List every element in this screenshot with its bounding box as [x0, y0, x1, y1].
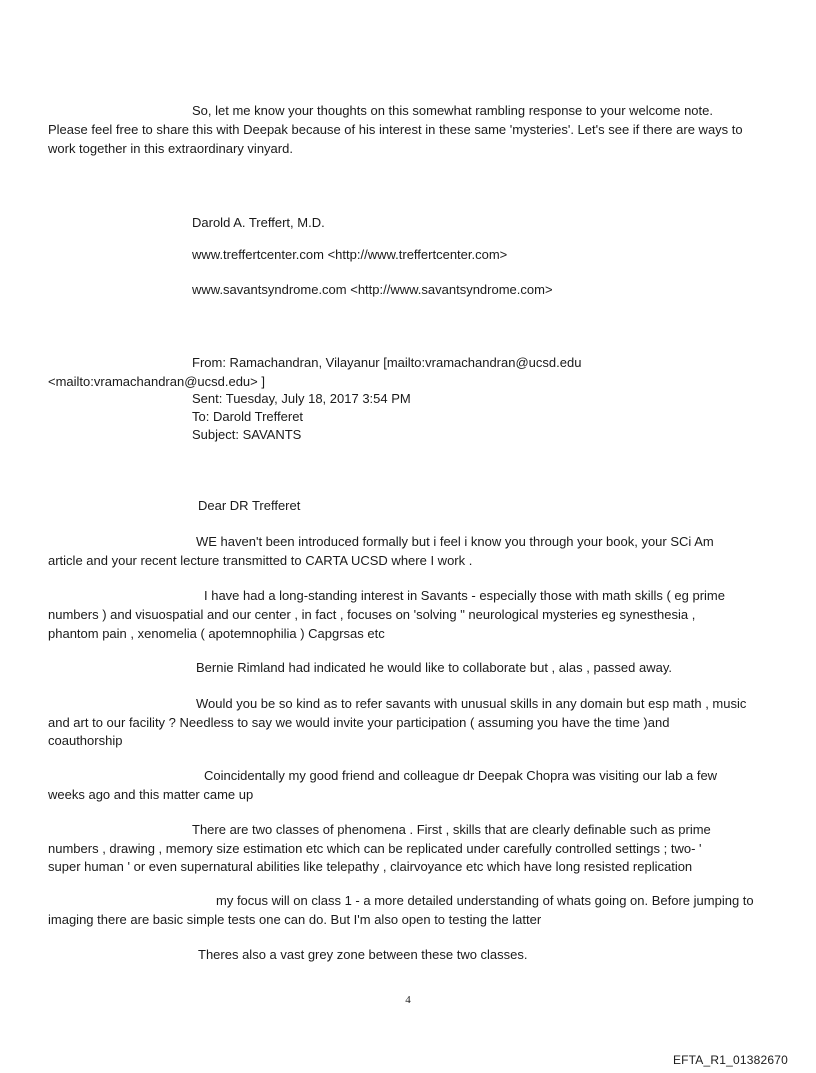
- signature-website-1: www.treffertcenter.com <http://www.treffertcenter.com>: [192, 247, 508, 262]
- header-subject: Subject: SAVANTS: [192, 427, 302, 442]
- para-7-line-2: imaging there are basic simple tests one can do. But I'm also open to testing the latter: [48, 912, 542, 927]
- closing-line-3: work together in this extraordinary vinyard.: [48, 141, 293, 156]
- para-5-line-2: weeks ago and this matter came up: [48, 787, 254, 802]
- para-4-line-3: coauthorship: [48, 733, 123, 748]
- para-1-line-1: WE haven't been introduced formally but i feel i know you through your book, your SCi Am: [196, 534, 714, 549]
- para-6-line-2: numbers , drawing , memory size estimation etc which can be replicated under carefully controlled settings ; two- ': [48, 841, 702, 856]
- page-number: 4: [405, 994, 411, 1006]
- para-4-line-2: and art to our facility ? Needless to say we would invite your participation ( assuming you have the time )and: [48, 715, 670, 730]
- para-5-line-1: Coincidentally my good friend and colleague dr Deepak Chopra was visiting our lab a few: [204, 768, 718, 783]
- header-sent: Sent: Tuesday, July 18, 2017 3:54 PM: [192, 391, 411, 406]
- para-6-line-1: There are two classes of phenomena . First , skills that are clearly definable such as prime: [192, 822, 711, 837]
- para-6-line-3: super human ' or even supernatural abilities like telepathy , clairvoyance etc which have long resisted replication: [48, 859, 693, 874]
- closing-line-1: So, let me know your thoughts on this somewhat rambling response to your welcome note.: [192, 103, 713, 118]
- closing-line-2: Please feel free to share this with Deepak because of his interest in these same 'mysteries'. Let's see if there are ways to: [48, 122, 743, 137]
- greeting: Dear DR Trefferet: [198, 498, 301, 513]
- para-2-line-2: numbers ) and visuospatial and our center , in fact , focuses on 'solving " neurological mysteries eg synesthesia ,: [48, 607, 696, 622]
- signature-website-2: www.savantsyndrome.com <http://www.savantsyndrome.com>: [192, 282, 553, 297]
- header-from-line-2: <mailto:vramachandran@ucsd.edu> ]: [48, 374, 265, 389]
- header-to: To: Darold Trefferet: [192, 409, 304, 424]
- para-4-line-1: Would you be so kind as to refer savants with unusual skills in any domain but esp math , music: [196, 696, 747, 711]
- para-3: Bernie Rimland had indicated he would like to collaborate but , alas , passed away.: [196, 660, 672, 675]
- para-2-line-3: phantom pain , xenomelia ( apotemnophilia ) Capgrsas etc: [48, 626, 385, 641]
- para-8: Theres also a vast grey zone between these two classes.: [198, 947, 528, 962]
- header-from-line-1: From: Ramachandran, Vilayanur [mailto:vramachandran@ucsd.edu: [192, 355, 582, 370]
- document-id: EFTA_R1_01382670: [672, 1053, 788, 1067]
- signature-name: Darold A. Treffert, M.D.: [192, 215, 325, 230]
- para-7-line-1: my focus will on class 1 - a more detailed understanding of whats going on. Before jumping to: [216, 893, 754, 908]
- para-1-line-2: article and your recent lecture transmitted to CARTA UCSD where I work .: [48, 553, 473, 568]
- para-2-line-1: I have had a long-standing interest in Savants - especially those with math skills ( eg prime: [204, 588, 725, 603]
